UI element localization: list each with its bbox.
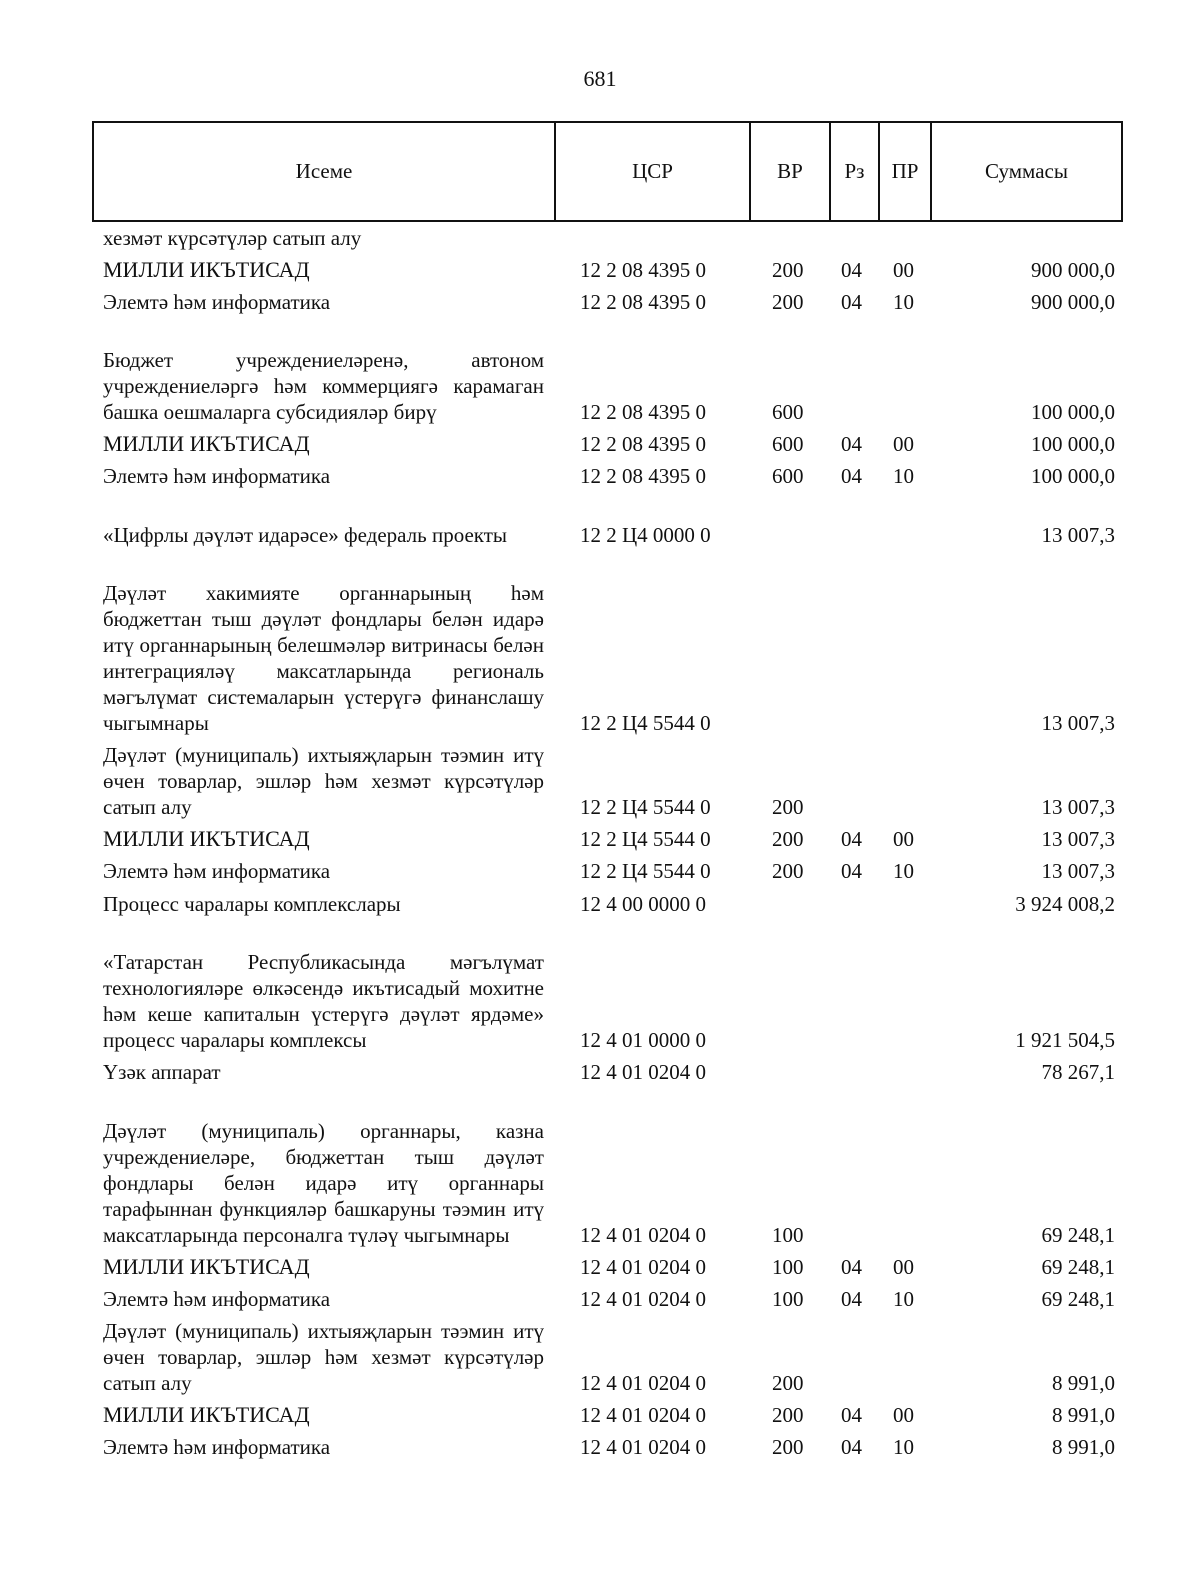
row-vr: 100: [772, 1287, 804, 1311]
row-rz: 04: [841, 1287, 862, 1311]
row-vr: 200: [772, 827, 804, 851]
row-sum: 13 007,3: [1041, 795, 1115, 819]
row-name: «Татарстан Республикасында мәгълүмат технологияләре өлкәсендә икътисадый мохитне һәм кеше капиталын үстерүгә дәүләт ярдәме» процесс чаралары комплексы: [103, 950, 544, 1052]
row-sum: 8 991,0: [1052, 1403, 1115, 1427]
row-sum: 78 267,1: [1041, 1060, 1115, 1084]
row-pr: 00: [893, 1255, 914, 1279]
row-name: Дәүләт (муниципаль) ихтыяҗларын тәэмин итү өчен товарлар, эшләр һәм хезмәт күрсәтүләр сатып алу: [103, 1319, 544, 1395]
row-csr: 12 2 08 4395 0: [580, 290, 706, 314]
row-csr: 12 2 Ц4 5544 0: [580, 795, 711, 819]
row-csr: 12 2 Ц4 0000 0: [580, 523, 711, 547]
row-csr: 12 4 01 0204 0: [580, 1060, 706, 1084]
row-name: Үзәк аппарат: [103, 1060, 221, 1084]
header-sum: Суммасы: [930, 123, 1121, 220]
row-csr: 12 4 01 0204 0: [580, 1371, 706, 1395]
table-row: [0, 554, 1200, 736]
table-row: [0, 289, 1200, 315]
row-name: «Цифрлы дәүләт идарәсе» федераль проекты: [103, 523, 508, 547]
row-pr: 10: [893, 290, 914, 314]
row-pr: 00: [893, 258, 914, 282]
row-rz: 04: [841, 1403, 862, 1427]
header-csr: ЦСР: [554, 123, 749, 220]
row-sum: 3 924 008,2: [1015, 892, 1115, 916]
row-vr: 200: [772, 859, 804, 883]
row-vr: 600: [772, 464, 804, 488]
row-csr: 12 2 Ц4 5544 0: [580, 711, 711, 735]
row-rz: 04: [841, 859, 862, 883]
table-row: [0, 1092, 1200, 1248]
row-name: хезмәт күрсәтүләр сатып алу: [103, 226, 362, 250]
table-row: [0, 225, 1200, 251]
row-sum: 13 007,3: [1041, 859, 1115, 883]
row-rz: 04: [841, 464, 862, 488]
row-vr: 100: [772, 1255, 804, 1279]
row-name: МИЛЛИ ИКЪТИСАД: [103, 826, 310, 851]
row-name: МИЛЛИ ИКЪТИСАД: [103, 257, 310, 282]
row-rz: 04: [841, 827, 862, 851]
table-row: [0, 1254, 1200, 1280]
row-csr: 12 4 01 0204 0: [580, 1403, 706, 1427]
table-row: [0, 1402, 1200, 1428]
row-rz: 04: [841, 1255, 862, 1279]
row-sum: 100 000,0: [1031, 464, 1115, 488]
row-sum: 1 921 504,5: [1015, 1028, 1115, 1052]
table-row: [0, 1434, 1200, 1460]
row-csr: 12 4 01 0204 0: [580, 1287, 706, 1311]
header-rz: Рз: [829, 123, 878, 220]
header-pr: ПР: [878, 123, 930, 220]
row-sum: 900 000,0: [1031, 258, 1115, 282]
table-row: [0, 742, 1200, 820]
row-pr: 00: [893, 432, 914, 456]
row-name: Дәүләт (муниципаль) ихтыяҗларын тәэмин итү өчен товарлар, эшләр һәм хезмәт күрсәтүләр сатып алу: [103, 743, 544, 819]
row-name: Процесс чаралары комплекслары: [103, 892, 401, 916]
row-rz: 04: [841, 432, 862, 456]
row-rz: 04: [841, 290, 862, 314]
row-csr: 12 4 01 0204 0: [580, 1223, 706, 1247]
table-row: [0, 496, 1200, 548]
row-csr: 12 2 Ц4 5544 0: [580, 827, 711, 851]
row-sum: 69 248,1: [1041, 1255, 1115, 1279]
row-pr: 00: [893, 827, 914, 851]
table-row: [0, 923, 1200, 1053]
row-sum: 100 000,0: [1031, 432, 1115, 456]
row-csr: 12 4 00 0000 0: [580, 892, 706, 916]
table-row: [0, 1318, 1200, 1396]
row-name: Бюджет учреждениеләренә, автоном учреждениеләргә һәм коммерциягә карамаган башка оешмаларга субсидияләр бирү: [103, 348, 544, 424]
row-name: Элемтә һәм информатика: [103, 1287, 331, 1311]
row-vr: 200: [772, 1403, 804, 1427]
row-pr: 10: [893, 859, 914, 883]
header-vr: ВР: [749, 123, 829, 220]
row-csr: 12 4 01 0204 0: [580, 1435, 706, 1459]
row-name: Элемтә һәм информатика: [103, 290, 331, 314]
row-name: Элемтә һәм информатика: [103, 859, 331, 883]
row-csr: 12 2 08 4395 0: [580, 400, 706, 424]
table-header: [92, 121, 1123, 222]
row-sum: 13 007,3: [1041, 827, 1115, 851]
row-sum: 900 000,0: [1031, 290, 1115, 314]
row-sum: 8 991,0: [1052, 1371, 1115, 1395]
row-name: Дәүләт (муниципаль) органнары, казна учреждениеләре, бюджеттан тыш дәүләт фондлары белән идарә итү органнары тарафыннан функцияләр башкаруны тәэмин итү максатларында персоналга түләү чыгымнары: [103, 1119, 544, 1247]
row-rz: 04: [841, 258, 862, 282]
table-row: [0, 891, 1200, 917]
row-csr: 12 2 08 4395 0: [580, 432, 706, 456]
row-name: Дәүләт хакимияте органнарының һәм бюджеттан тыш дәүләт фондлары белән идарә итү органнарының белешмәләр витринасы белән интеграцияләү максатларында региональ мәгълүмат системаларын үстерүгә финанслашу чыгымнары: [103, 581, 544, 735]
row-name: Элемтә һәм информатика: [103, 464, 331, 488]
row-sum: 8 991,0: [1052, 1435, 1115, 1459]
table-row: [0, 463, 1200, 489]
table-row: [0, 858, 1200, 884]
row-vr: 200: [772, 290, 804, 314]
row-sum: 100 000,0: [1031, 400, 1115, 424]
row-vr: 200: [772, 1371, 804, 1395]
row-pr: 10: [893, 1435, 914, 1459]
row-name: МИЛЛИ ИКЪТИСАД: [103, 431, 310, 456]
table-row: [0, 257, 1200, 283]
row-pr: 10: [893, 464, 914, 488]
row-name: МИЛЛИ ИКЪТИСАД: [103, 1402, 310, 1427]
row-name: МИЛЛИ ИКЪТИСАД: [103, 1254, 310, 1279]
table-row: [0, 1286, 1200, 1312]
page-number: 681: [583, 66, 617, 91]
row-sum: 69 248,1: [1041, 1287, 1115, 1311]
row-csr: 12 2 Ц4 5544 0: [580, 859, 711, 883]
row-sum: 13 007,3: [1041, 523, 1115, 547]
table-row: [0, 431, 1200, 457]
row-rz: 04: [841, 1435, 862, 1459]
row-sum: 13 007,3: [1041, 711, 1115, 735]
header-name: Исеме: [295, 159, 353, 183]
row-vr: 600: [772, 400, 804, 424]
table-row: [0, 1059, 1200, 1085]
row-sum: 69 248,1: [1041, 1223, 1115, 1247]
row-vr: 200: [772, 795, 804, 819]
row-pr: 10: [893, 1287, 914, 1311]
row-csr: 12 2 08 4395 0: [580, 258, 706, 282]
row-vr: 200: [772, 1435, 804, 1459]
table-row: [0, 826, 1200, 852]
row-vr: 200: [772, 258, 804, 282]
row-csr: 12 4 01 0000 0: [580, 1028, 706, 1052]
row-vr: 600: [772, 432, 804, 456]
row-pr: 00: [893, 1403, 914, 1427]
row-name: Элемтә һәм информатика: [103, 1435, 331, 1459]
row-csr: 12 4 01 0204 0: [580, 1255, 706, 1279]
row-vr: 100: [772, 1223, 804, 1247]
row-csr: 12 2 08 4395 0: [580, 464, 706, 488]
table-row: [0, 321, 1200, 425]
